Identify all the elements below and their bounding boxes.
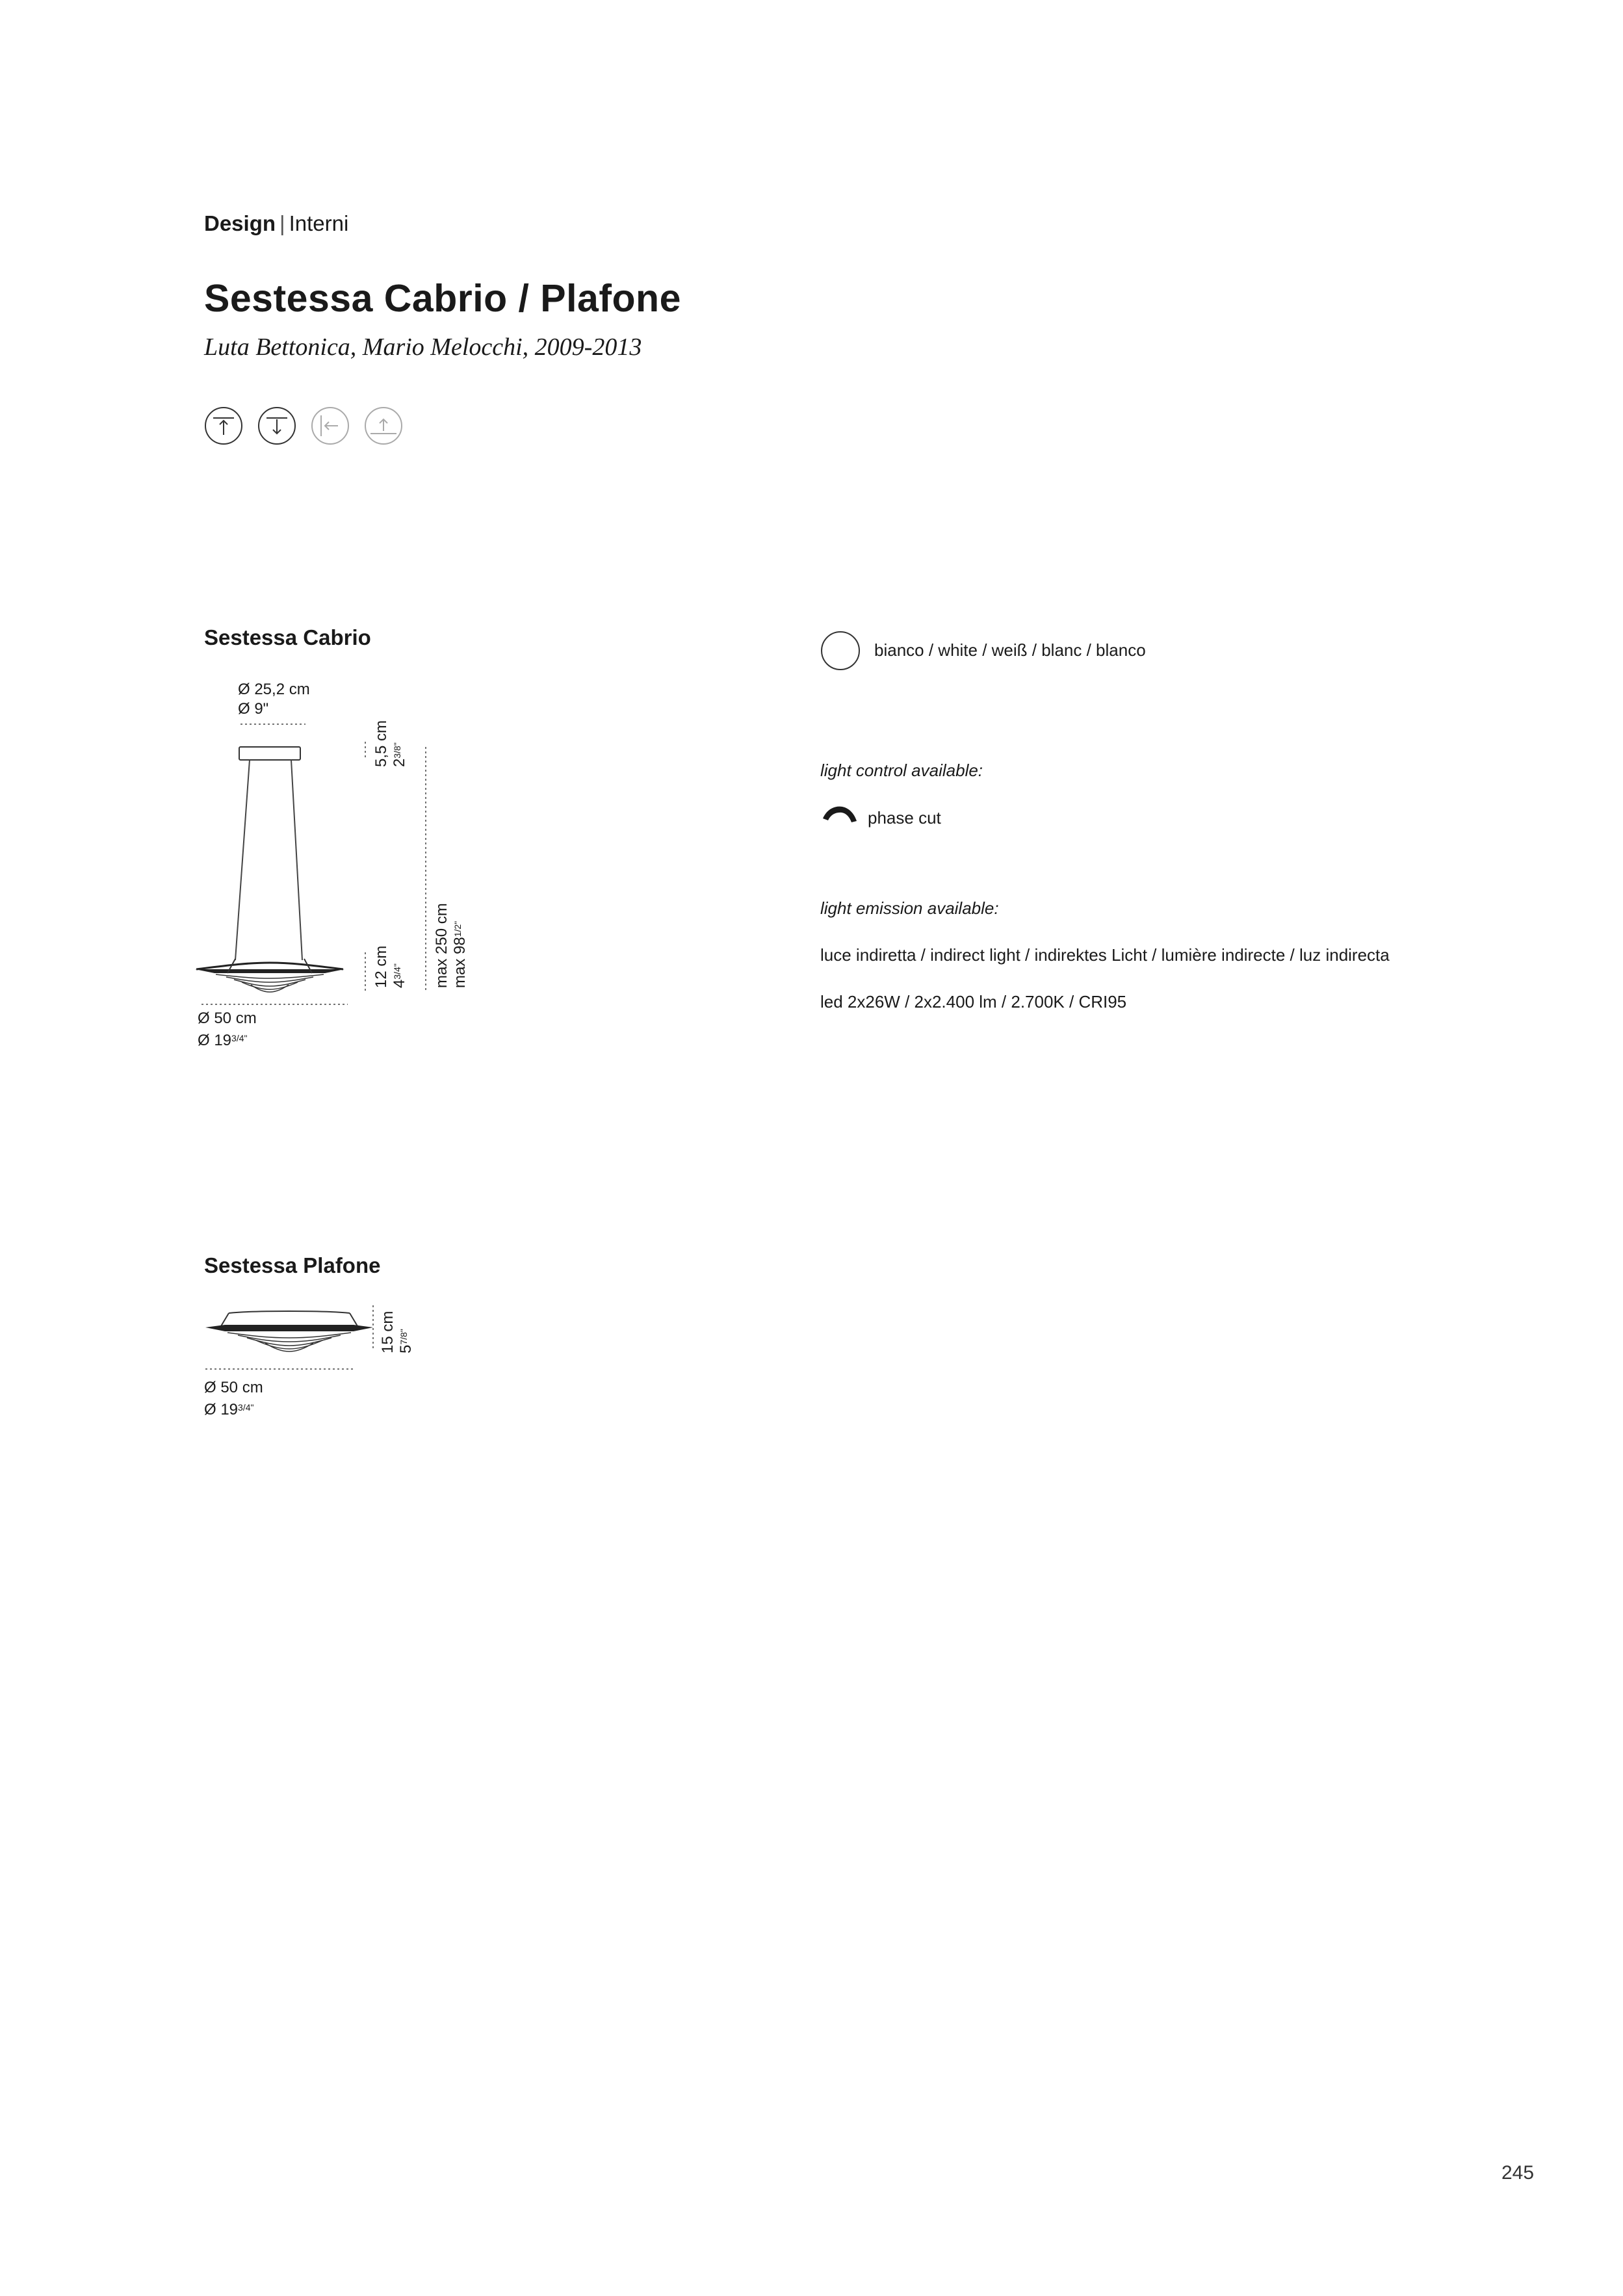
canopy-diameter-in: Ø 9" xyxy=(238,700,269,718)
plafone-diameter-in-main: Ø 19 xyxy=(204,1401,239,1418)
brand-bold: Design xyxy=(204,211,276,235)
cabrio-canopy-diameter xyxy=(238,680,310,719)
canopy-diameter-cm: Ø 25,2 cm xyxy=(238,681,310,698)
emission-value: luce indiretta / indirect light / indirektes Licht / lumière indirecte / luz indirecta xyxy=(820,945,1390,965)
cabrio-shade-height-cm: 12 cm xyxy=(372,945,390,988)
cabrio-total-height-cm: max 250 cm xyxy=(433,903,450,988)
plafone-drawing xyxy=(195,1300,390,1385)
up-light-icon xyxy=(205,408,242,444)
plafone-diameter-cm: Ø 50 cm xyxy=(204,1379,263,1396)
plafone-diameter xyxy=(204,1378,263,1420)
cabrio-total-height-in xyxy=(451,921,469,988)
designers-line: Luta Bettonica, Mario Melocchi, 2009-2013 xyxy=(204,333,642,361)
product-title: Sestessa Cabrio / Plafone xyxy=(204,277,681,320)
indirect-light-icon xyxy=(365,408,402,444)
cabrio-canopy-height-cm: 5,5 cm xyxy=(372,720,390,767)
plafone-height-in xyxy=(397,1329,415,1353)
plafone-diameter-in-frac: 3/4" xyxy=(238,1402,254,1413)
brand-line xyxy=(204,211,348,236)
emission-heading: light emission available: xyxy=(820,898,999,918)
color-label: bianco / white / weiß / blanc / blanco xyxy=(874,640,1146,660)
shade-height-in-main: 4 xyxy=(391,979,408,988)
lamp-spec: led 2x26W / 2x2.400 lm / 2.700K / CRI95 xyxy=(820,992,1127,1011)
total-height-in-main: max 98 xyxy=(451,937,469,988)
brand-category: Interni xyxy=(289,211,349,235)
light-control-heading: light control available: xyxy=(820,761,983,780)
cabrio-shade-diameter xyxy=(198,1009,257,1050)
plafone-title: Sestessa Plafone xyxy=(204,1253,381,1277)
page-number: 245 xyxy=(1501,2162,1535,2184)
shade-diameter-cm: Ø 50 cm xyxy=(198,1010,257,1027)
down-light-icon xyxy=(259,408,295,444)
shade-diameter-in xyxy=(198,1028,257,1050)
side-light-icon xyxy=(312,408,348,444)
plafone-height-in-main: 5 xyxy=(397,1344,415,1353)
cabrio-title: Sestessa Cabrio xyxy=(204,625,371,649)
light-control-value: phase cut xyxy=(868,808,941,828)
total-height-in-frac: 1/2" xyxy=(452,920,463,937)
shade-height-in-frac: 3/4" xyxy=(392,963,402,980)
emission-icons xyxy=(204,406,412,448)
plafone-height-in-frac: 7/8" xyxy=(398,1329,409,1345)
cabrio-canopy-height-in xyxy=(391,742,409,767)
canopy-height-in-main: 2 xyxy=(391,758,408,767)
shade-diameter-in-main: Ø 19 xyxy=(198,1032,232,1049)
cabrio-drawing xyxy=(188,718,455,1017)
shade-diameter-in-frac: 3/4" xyxy=(231,1033,248,1043)
cabrio-shade-height-in xyxy=(391,963,409,988)
plafone-diameter-in xyxy=(204,1398,263,1420)
color-swatch-white xyxy=(820,631,862,672)
phase-cut-icon xyxy=(820,803,859,829)
brand-separator: | xyxy=(279,211,285,235)
plafone-height-cm: 15 cm xyxy=(379,1311,396,1353)
canopy-height-in-frac: 3/8" xyxy=(392,742,402,759)
